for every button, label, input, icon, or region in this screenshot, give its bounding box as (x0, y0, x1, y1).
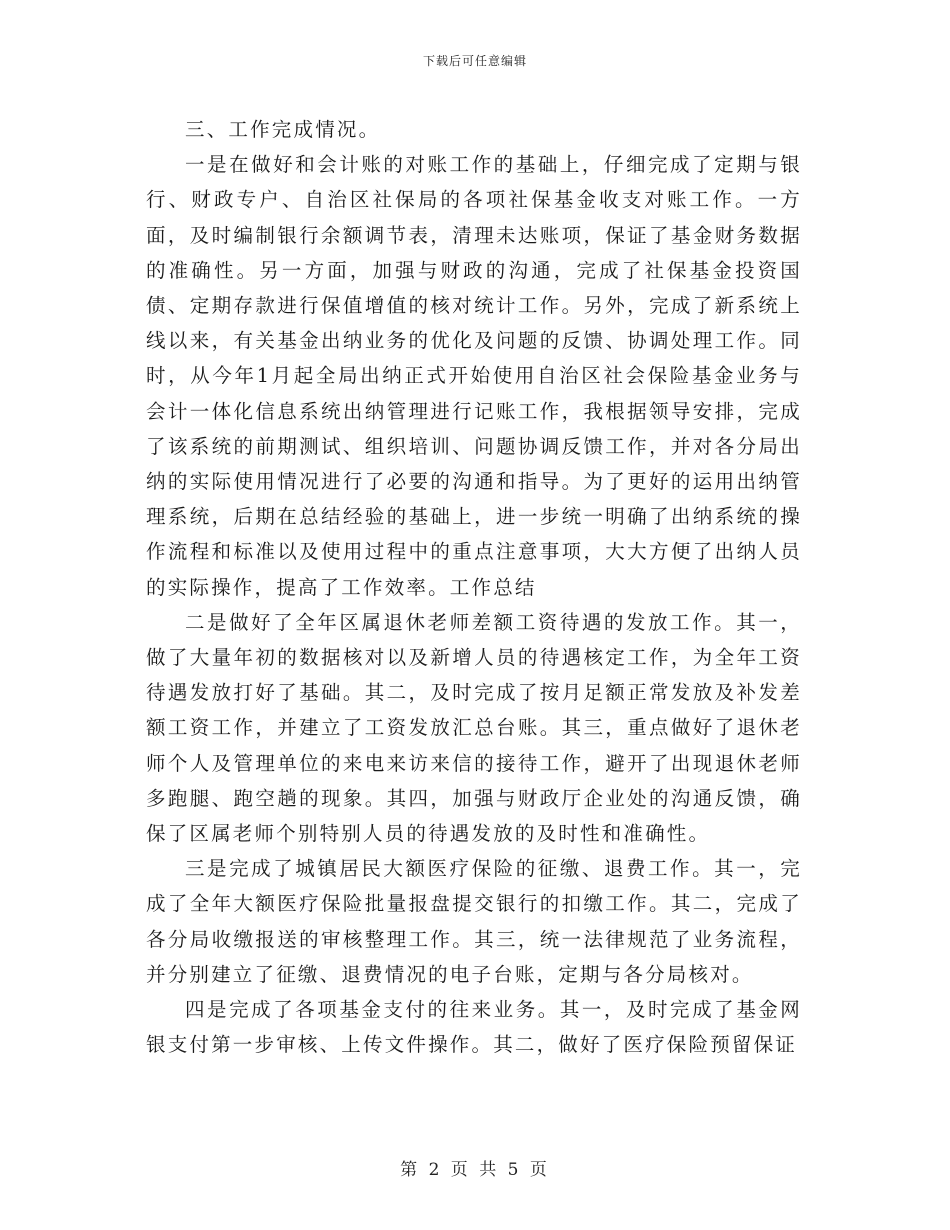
footer-middle: 页 共 (450, 1160, 500, 1180)
document-body (146, 112, 802, 1062)
footer-total-pages: 5 (507, 1160, 522, 1180)
page-header: 下载后可任意编辑 (422, 54, 527, 68)
page-footer (0, 1155, 950, 1180)
paragraph-4: 四是完成了各项基金支付的往来业务。其一，及时完成了基金网银支付第一步审核、上传文件操作。其二，做好了医疗保险预留保证 (146, 998, 802, 1057)
footer-page-number: 2 (428, 1160, 443, 1180)
section-heading: 三、工作完成情况。 (185, 118, 381, 141)
footer-prefix: 第 (400, 1160, 421, 1180)
paragraph-2: 二是做好了全年区属退休老师差额工资待遇的发放工作。其一，做了大量年初的数据核对以及新增人员的待遇核定工作，为全年工资待遇发放打好了基础。其二，及时完成了按月足额正常发放及补发差额工资工作，并建立了工资发放汇总台账。其三，重点做好了退休老师个人及管理单位的来电来访来信的接待工作，避开了出现退休老师多跑腿、跑空趟的现象。其四，加强与财政厅企业处的沟通反馈，确保了区属老师个别特别人员的待遇发放的及时性和准确性。 (146, 610, 802, 846)
paragraph-3: 三是完成了城镇居民大额医疗保险的征缴、退费工作。其一，完成了全年大额医疗保险批量报盘提交银行的扣缴工作。其二，完成了各分局收缴报送的审核整理工作。其三，统一法律规范了业务流程，并分别建立了征缴、退费情况的电子台账，定期与各分局核对。 (146, 857, 802, 986)
paragraph-1: 一是在做好和会计账的对账工作的基础上，仔细完成了定期与银行、财政专户、自治区社保局的各项社保基金收支对账工作。一方面，及时编制银行余额调节表，清理未达账项，保证了基金财务数据的准确性。另一方面，加强与财政的沟通，完成了社保基金投资国债、定期存款进行保值增值的核对统计工作。另外，完成了新系统上线以来，有关基金出纳业务的优化及问题的反馈、协调处理工作。同时，从今年1月起全局出纳正式开始使用自治区社会保险基金业务与会计一体化信息系统出纳管理进行记账工作，我根据领导安排，完成了该系统的前期测试、组织培训、问题协调反馈工作，并对各分局出纳的实际使用情况进行了必要的沟通和指导。为了更好的运用出纳管理系统，后期在总结经验的基础上，进一步统一明确了出纳系统的操作流程和标准以及使用过程中的重点注意事项，大大方便了出纳人员的实际操作，提高了工作效率。工作总结 (146, 153, 802, 599)
footer-suffix: 页 (529, 1160, 550, 1180)
